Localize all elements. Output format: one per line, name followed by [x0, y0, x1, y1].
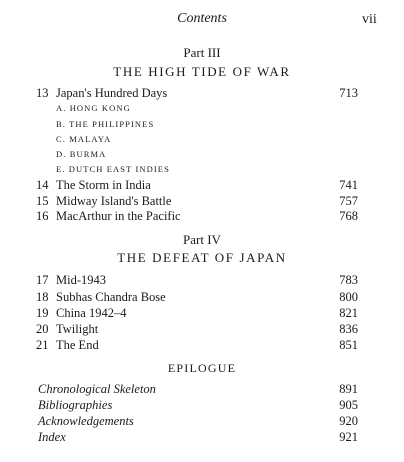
chapter-title: Japan's Hundred Days — [56, 86, 168, 100]
running-header-title: Contents — [177, 11, 227, 26]
toc-entry-index — [38, 429, 358, 445]
chapter-page: 800 — [339, 290, 358, 304]
chapter-title: The End — [56, 338, 99, 352]
page-number: vii — [362, 12, 377, 27]
chapter-page: 821 — [339, 306, 358, 320]
subsection-hong-kong: A. HONG KONG — [56, 103, 131, 113]
toc-entry-acknowledgements — [38, 413, 358, 429]
entry-page: 905 — [339, 398, 358, 412]
toc-entry-chapter-19 — [36, 305, 358, 321]
chapter-page: 768 — [339, 209, 358, 223]
part-iv-title: THE DEFEAT OF JAPAN — [117, 250, 287, 265]
subsection-dutch-east-indies: E. DUTCH EAST INDIES — [56, 164, 170, 174]
entry-page: 921 — [339, 430, 358, 444]
chapter-number: 16 — [36, 209, 49, 223]
entry-title: Chronological Skeleton — [38, 382, 156, 396]
entry-page: 891 — [339, 382, 358, 396]
part-iv-label: Part IV — [183, 232, 221, 247]
chapter-number: 19 — [36, 306, 49, 320]
chapter-page: 713 — [339, 86, 358, 100]
toc-entry-chapter-18 — [36, 289, 358, 305]
chapter-number: 17 — [36, 273, 49, 287]
chapter-title: Midway Island's Battle — [56, 194, 172, 208]
toc-entry-chronological-skeleton — [38, 381, 358, 397]
chapter-page: 851 — [339, 338, 358, 352]
chapter-number: 15 — [36, 194, 49, 208]
entry-title: Acknowledgements — [38, 414, 134, 428]
toc-entry-chapter-21 — [36, 337, 358, 353]
subsection-burma: D. BURMA — [56, 149, 107, 159]
chapter-title: MacArthur in the Pacific — [56, 209, 181, 223]
chapter-number: 13 — [36, 86, 49, 100]
epilogue-heading: EPILOGUE — [167, 361, 237, 375]
toc-entry-chapter-15 — [36, 193, 358, 209]
subsection-philippines: B. THE PHILIPPINES — [56, 119, 155, 129]
part-iii-title: THE HIGH TIDE OF WAR — [113, 64, 291, 79]
entry-title: Bibliographies — [38, 398, 113, 412]
chapter-page: 783 — [339, 273, 358, 287]
chapter-title: China 1942–4 — [56, 306, 127, 320]
part-iii-label: Part III — [183, 45, 221, 60]
chapter-number: 20 — [36, 322, 49, 336]
chapter-page: 741 — [339, 178, 358, 192]
toc-entry-chapter-14 — [36, 177, 358, 193]
chapter-title: Mid-1943 — [56, 273, 106, 287]
toc-entry-chapter-17 — [36, 272, 358, 288]
chapter-page: 757 — [339, 194, 358, 208]
chapter-title: Twilight — [56, 322, 99, 336]
entry-page: 920 — [339, 414, 358, 428]
chapter-page: 836 — [339, 322, 358, 336]
chapter-number: 18 — [36, 290, 49, 304]
toc-entry-bibliographies — [38, 397, 358, 413]
toc-entry-chapter-20 — [36, 321, 358, 337]
chapter-number: 21 — [36, 338, 49, 352]
subsection-malaya: C. MALAYA — [56, 134, 112, 144]
entry-title: Index — [38, 430, 66, 444]
chapter-title: The Storm in India — [56, 178, 151, 192]
toc-entry-chapter-13 — [36, 85, 358, 101]
chapter-number: 14 — [36, 178, 49, 192]
chapter-title: Subhas Chandra Bose — [56, 290, 166, 304]
toc-entry-chapter-16 — [36, 208, 358, 224]
